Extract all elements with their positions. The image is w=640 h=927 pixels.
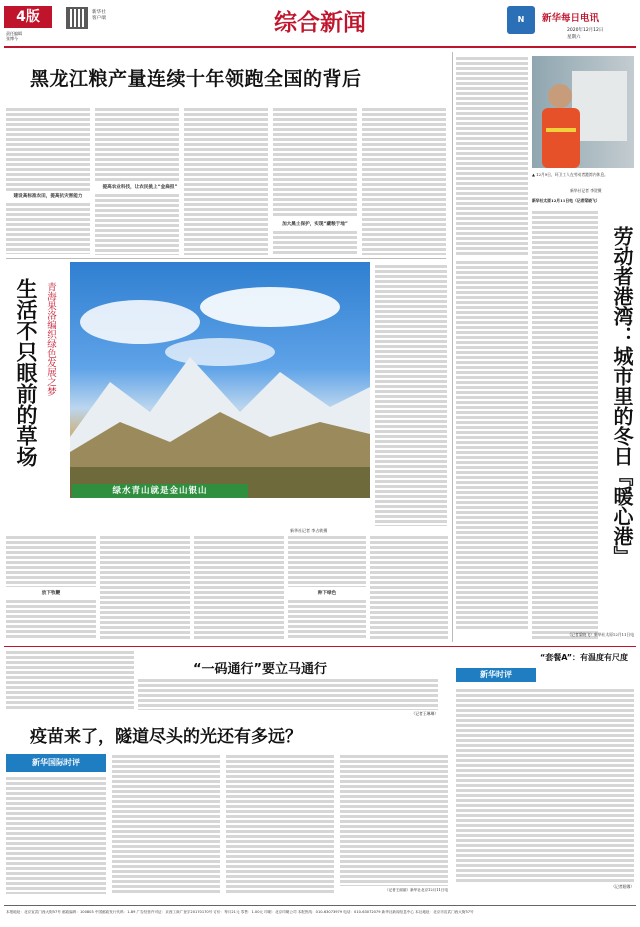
app-name: 新华社 客户端	[92, 10, 106, 21]
lead-body-col-5	[362, 107, 446, 255]
right-body-col-1	[532, 210, 598, 640]
page-number-badge: 4版	[4, 6, 52, 28]
bottom-credit: （记者王丽丽）新华社北京12月11日电	[384, 888, 448, 892]
feature-body-col-5	[370, 535, 448, 639]
lead-subhead-2: 提高农业科技，让农民挑上“金扁担”	[102, 185, 178, 190]
feature-deck: 青海果洛编织绿色发展之梦	[45, 282, 56, 396]
masthead-rule	[4, 46, 636, 48]
lead-body-col-4b	[273, 230, 357, 255]
middle-headline: “一码通行”要立马通行	[192, 662, 328, 677]
middle-rule	[4, 646, 636, 647]
middle-center-text	[138, 678, 438, 710]
brand-logo-icon: N	[507, 6, 535, 34]
issue-date: 2020年12月12日	[567, 28, 604, 33]
lead-body-col-3	[184, 107, 268, 255]
feature-photo-caption: 绿水青山就是金山银山	[72, 484, 248, 498]
feature-body-col-3	[194, 535, 284, 639]
bottom-headline: 疫苗来了，隧道尽头的光还有多远？	[30, 727, 302, 747]
lead-subhead-3: 加大黑土保护，实现“藏粮于地”	[282, 222, 348, 227]
lead-headline: 黑龙江粮产量连续十年领跑全国的背后	[30, 68, 362, 90]
sidebar-credit: （记者阳娜）	[611, 884, 634, 889]
right-photo-credit: 新华社记者 李贺摄	[570, 188, 602, 193]
issue-weekday: 星期六	[567, 35, 581, 40]
lead-subhead-1: 建设高标准农田，提高抗灾害能力	[13, 194, 83, 199]
qr-code-icon	[66, 7, 88, 29]
middle-credit: （记者王琳琳）	[411, 711, 438, 716]
lead-body-col-2	[95, 107, 179, 181]
feature-body-col-1	[6, 535, 96, 587]
right-column-divider	[452, 52, 453, 642]
feature-headline: 生活不只眼前的草场	[14, 278, 38, 467]
bottom-body-col-3	[226, 754, 334, 894]
bottom-body-col-2	[112, 754, 220, 894]
feature-body-col-4b	[288, 599, 366, 639]
lead-divider	[6, 258, 446, 259]
sidebar-body	[456, 688, 634, 883]
brand-name: 新华每日电讯	[542, 13, 600, 24]
sidebar-headline: “套餐A”：有温度有尺度	[540, 653, 628, 662]
footer-rule	[4, 905, 636, 906]
bottom-body-col-1	[6, 776, 106, 894]
feature-body-col-4	[288, 535, 366, 587]
right-headline: 劳动者港湾：城市里的冬日『暖心港』	[610, 226, 634, 566]
right-top-text	[456, 56, 528, 256]
lead-body-col-1b	[6, 202, 90, 254]
right-photo-caption: ▲ 12月9日，环卫工人在劳动者港湾内休息。	[532, 172, 608, 177]
lead-body-col-2b	[95, 193, 179, 255]
lead-body-col-1	[6, 107, 90, 191]
bottom-label: 新华国际时评	[6, 754, 106, 772]
footer-text: 本报地址：北京宣武门西大街57号 邮政编码：100803 中国邮政发行代码：1-89 广告经营许可证：京西工商广登字20170170号 订价：每月21元 零售：1.00元 印刷：北京印刷公司 本报热线：010-63073979 电话：010-63072079 新华社新闻信息中心 本社地址：北京市宣武门西大街57号	[6, 910, 474, 914]
right-photo	[532, 56, 634, 168]
feature-side-text	[375, 264, 447, 526]
mountain-scene-icon	[70, 262, 370, 498]
worker-photo-icon	[532, 56, 634, 168]
feature-photo-credit: 新华社记者 李占轶摄	[290, 528, 328, 533]
lead-body-col-4	[273, 107, 357, 217]
right-byline: 新华社太原12月11日电（记者梁晓飞）	[532, 198, 600, 203]
commentary-label: 新华时评	[456, 668, 536, 682]
feature-subhead-2: 种下绿色	[317, 591, 337, 596]
feature-photo	[70, 262, 370, 498]
right-credit: （记者梁晓飞）新华社太原12月11日电	[567, 632, 634, 637]
middle-left-text	[6, 650, 134, 710]
feature-body-col-2	[100, 535, 190, 639]
section-title: 综合新闻	[274, 9, 366, 36]
feature-body-col-1b	[6, 599, 96, 639]
feature-subhead-1: 放下牧鞭	[41, 591, 61, 596]
bottom-body-col-4	[340, 754, 448, 886]
editor-credit: 责任编辑 张博今	[6, 31, 22, 41]
right-body-col-0	[456, 260, 528, 630]
